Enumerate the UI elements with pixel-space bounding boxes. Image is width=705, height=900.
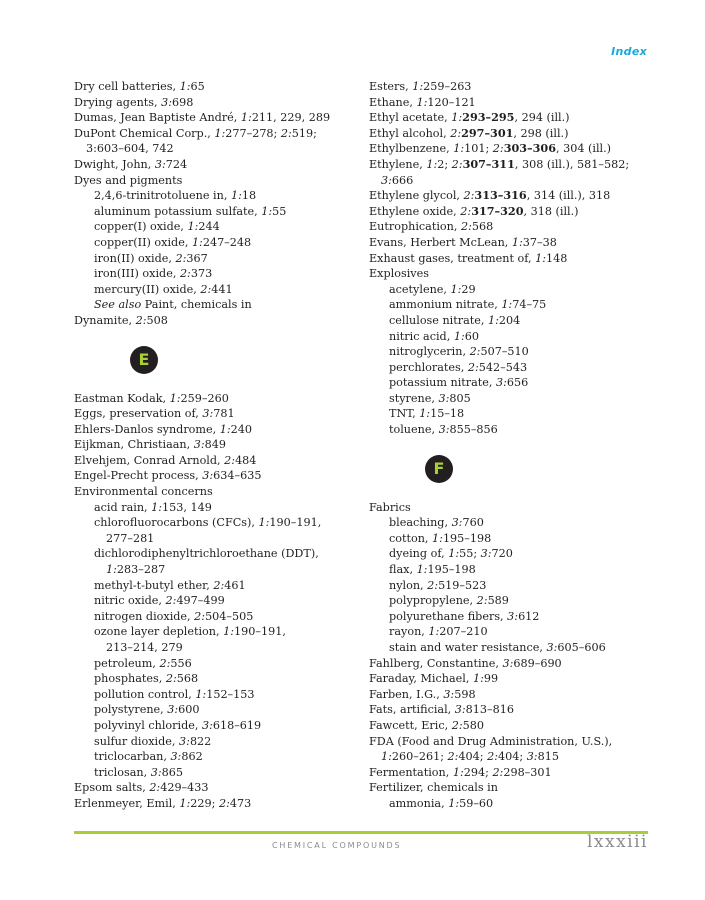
index-entry: Erlenmeyer, Emil, 1:229; 2:473: [74, 796, 252, 810]
index-subentry: copper(II) oxide, 1:247–248: [94, 235, 252, 249]
index-subentry: petroleum, 2:556: [94, 656, 192, 670]
index-entry: Fermentation, 1:294; 2:298–301: [369, 765, 552, 779]
index-subentry: dichlorodiphenyltrichloroethane (DDT),: [94, 547, 319, 561]
index-entry: Explosives: [369, 267, 429, 281]
index-entry: Epsom salts, 2:429–433: [74, 781, 209, 795]
index-entry: Ethylbenzene, 1:101; 2:303–306, 304 (ill.): [369, 141, 612, 156]
index-entry: Elvehjem, Conrad Arnold, 2:484: [74, 453, 257, 467]
index-column-left: [74, 79, 356, 812]
index-entry: Ethane, 1:120–121: [369, 95, 476, 109]
index-subentry: triclosan, 3:865: [94, 765, 183, 779]
index-subentry: polystyrene, 3:600: [94, 703, 200, 717]
index-subentry: mercury(II) oxide, 2:441: [94, 282, 233, 296]
index-subentry: rayon, 1:207–210: [389, 625, 488, 639]
index-subentry: iron(III) oxide, 2:373: [94, 267, 213, 281]
index-entry: Fawcett, Eric, 2:580: [369, 718, 484, 732]
index-entry: Engel-Precht process, 3:634–635: [74, 469, 262, 483]
index-entry: Fabrics: [369, 500, 411, 514]
index-entry: Eggs, preservation of, 3:781: [74, 407, 235, 421]
index-entry: DuPont Chemical Corp., 1:277–278; 2:519;: [74, 126, 317, 140]
index-entry: Esters, 1:259–263: [369, 80, 472, 93]
index-subentry: ozone layer depletion, 1:190–191,: [94, 625, 286, 639]
index-subentry: nitric oxide, 2:497–499: [94, 594, 225, 608]
index-subentry: polyurethane fibers, 3:612: [389, 609, 540, 623]
index-subentry: stain and water resistance, 3:605–606: [389, 641, 606, 654]
index-entry: Exhaust gases, treatment of, 1:148: [369, 251, 568, 265]
index-entry: 1:260–261; 2:404; 2:404; 3:815: [381, 750, 559, 764]
index-entry: Dry cell batteries, 1:65: [74, 80, 205, 93]
index-entry: Fahlberg, Constantine, 3:689–690: [369, 656, 562, 670]
index-subentry: cotton, 1:195–198: [389, 531, 492, 545]
index-entry: Dyes and pigments: [74, 173, 183, 187]
index-subentry: copper(I) oxide, 1:244: [94, 220, 220, 234]
index-subentry: 277–281: [106, 531, 155, 545]
footer-rule: [74, 831, 648, 834]
index-subentry: ammonia, 1:59–60: [389, 796, 494, 810]
footer-page-number: lxxxiii: [586, 832, 648, 852]
index-subentry: iron(II) oxide, 2:367: [94, 251, 208, 265]
index-subentry: acid rain, 1:153, 149: [94, 500, 212, 514]
index-subentry: pollution control, 1:152–153: [94, 687, 255, 701]
index-subentry: sulfur dioxide, 3:822: [94, 734, 212, 748]
index-subentry: bleaching, 3:760: [389, 516, 484, 530]
footer-book-title: CHEMICAL COMPOUNDS: [272, 841, 402, 850]
index-subentry: TNT, 1:15–18: [389, 407, 465, 421]
index-entry: Evans, Herbert McLean, 1:37–38: [369, 235, 557, 249]
index-entry: Ethyl alcohol, 2:297–301, 298 (ill.): [369, 125, 569, 140]
index-entry: 3:603–604, 742: [86, 142, 174, 156]
index-group-d: [74, 79, 356, 329]
index-subentry: perchlorates, 2:542–543: [389, 360, 528, 374]
index-entry: Eutrophication, 2:568: [369, 220, 494, 234]
index-subentry: nitroglycerin, 2:507–510: [389, 345, 529, 359]
index-subentry: polyvinyl chloride, 3:618–619: [94, 718, 262, 732]
index-entry: Ehlers-Danlos syndrome, 1:240: [74, 422, 252, 436]
index-entry: Dumas, Jean Baptiste André, 1:211, 229, 289: [74, 111, 331, 125]
index-entry: Dynamite, 2:508: [74, 313, 168, 327]
index-subentry: aluminum potassium sulfate, 1:55: [94, 204, 287, 218]
index-subentry: 1:283–287: [106, 563, 166, 577]
index-subentry: dyeing of, 1:55; 3:720: [389, 547, 513, 561]
index-group-f: [369, 500, 659, 812]
index-entry: Drying agents, 3:698: [74, 95, 194, 109]
running-header-section: Index: [611, 45, 647, 58]
index-subentry: methyl-t-butyl ether, 2:461: [94, 578, 246, 592]
index-column-right: [369, 79, 659, 812]
index-entry: Faraday, Michael, 1:99: [369, 672, 499, 686]
index-subentry: See also Paint, chemicals in: [94, 298, 252, 312]
index-entry: Environmental concerns: [74, 485, 213, 499]
section-letter-e: E: [130, 346, 158, 374]
index-group-e-continued: [369, 79, 659, 438]
index-subentry: polypropylene, 2:589: [389, 594, 509, 608]
index-subentry: flax, 1:195–198: [389, 563, 476, 577]
index-subentry: potassium nitrate, 3:656: [389, 376, 529, 390]
index-entry: Eijkman, Christiaan, 3:849: [74, 438, 227, 452]
index-entry: 3:666: [381, 173, 414, 187]
index-subentry: ammonium nitrate, 1:74–75: [389, 298, 547, 312]
index-subentry: phosphates, 2:568: [94, 672, 199, 686]
index-entry: Eastman Kodak, 1:259–260: [74, 391, 229, 405]
section-letter-f: F: [425, 455, 453, 483]
index-subentry: 213–214, 279: [106, 641, 183, 654]
index-subentry: nylon, 2:519–523: [389, 578, 487, 592]
letter-divider-f: [369, 438, 659, 500]
index-entry: Fertilizer, chemicals in: [369, 781, 498, 795]
index-subentry: cellulose nitrate, 1:204: [389, 313, 521, 327]
index-entry: Ethylene, 1:2; 2:307–311, 308 (ill.), 581–582;: [369, 156, 630, 171]
index-subentry: styrene, 3:805: [389, 391, 471, 405]
index-entry: Ethyl acetate, 1:293–295, 294 (ill.): [369, 110, 570, 125]
index-subentry: acetylene, 1:29: [389, 282, 476, 296]
index-entry: FDA (Food and Drug Administration, U.S.),: [369, 734, 613, 748]
index-subentry: triclocarban, 3:862: [94, 750, 203, 764]
index-entry: Ethylene oxide, 2:317–320, 318 (ill.): [369, 203, 579, 218]
index-entry: Dwight, John, 3:724: [74, 157, 188, 171]
index-subentry: 2,4,6-trinitrotoluene in, 1:18: [94, 189, 257, 203]
index-entry: Farben, I.G., 3:598: [369, 687, 476, 701]
index-group-e: [74, 391, 356, 812]
index-subentry: nitric acid, 1:60: [389, 329, 479, 343]
index-subentry: chlorofluorocarbons (CFCs), 1:190–191,: [94, 516, 322, 530]
index-entry: Ethylene glycol, 2:313–316, 314 (ill.), 318: [369, 188, 611, 203]
index-entry: Fats, artificial, 3:813–816: [369, 703, 514, 717]
index-subentry: toluene, 3:855–856: [389, 423, 498, 437]
letter-divider-e: [74, 329, 356, 391]
index-subentry: nitrogen dioxide, 2:504–505: [94, 609, 254, 623]
